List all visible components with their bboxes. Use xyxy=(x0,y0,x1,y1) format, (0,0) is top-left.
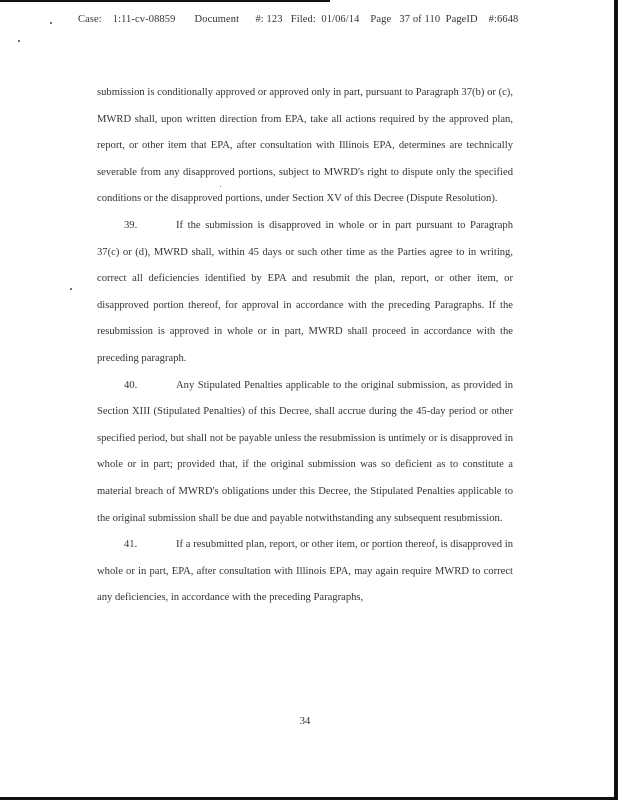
header-filed-date: 01/06/14 xyxy=(321,14,360,25)
paragraph-40 xyxy=(97,373,513,533)
paragraph-number: 41. xyxy=(124,539,138,551)
scan-top-border xyxy=(0,0,330,2)
paragraph-text: If the submission is disapproved in whole or in part pursuant to Paragraph 37(c) or (d), MWRD shall, within 45 days or such other time as the Parties agree to in writing, correct all deficiencies identified by EPA and resubmit the plan, report, or other item, or disapproved portion thereof, for approval in accordance with the preceding Paragraphs. If the resubmission is approved in whole or in part, MWRD shall proceed in accordance with the preceding paragraph. xyxy=(97,219,513,364)
paragraph-text: If a resubmitted plan, report, or other item, or portion thereof, is disapproved in whole or in part, EPA, after consultation with Illinois EPA, may again require MWRD to correct any deficiencies, in accordance with the preceding Paragraphs, xyxy=(97,539,513,604)
decree-body xyxy=(97,80,513,612)
court-filing-header xyxy=(78,14,538,25)
header-pageid-label: PageID xyxy=(445,14,478,25)
paragraph-number: 40. xyxy=(124,379,138,391)
scan-speck xyxy=(18,40,20,42)
paragraph-41 xyxy=(97,532,513,612)
paragraph-39 xyxy=(97,213,513,373)
header-case-number: 1:11-cv-08859 xyxy=(112,14,176,25)
header-document-number: #: 123 xyxy=(255,14,283,25)
header-page-label: Page xyxy=(370,14,392,25)
header-page-number: 37 of 110 xyxy=(399,14,441,25)
header-pageid-number: #:6648 xyxy=(488,14,519,25)
page-number: 34 xyxy=(299,716,311,727)
header-filed-label: Filed: xyxy=(290,14,316,25)
paragraph-text: submission is conditionally approved or approved only in part, pursuant to Paragraph 37(b) or (c), MWRD shall, upon written direction from EPA, take all actions required by the approved plan, report, or other item that EPA, after consultation with Illinois EPA, determines are technically severable from any disapproved portions, subject to MWRD's right to dispute only the specified conditions or the disapproved portions, under Section XV of this Decree (Dispute Resolution). xyxy=(97,87,513,205)
paragraph-number: 39. xyxy=(124,219,138,231)
header-case-label: Case: xyxy=(78,14,102,25)
scan-speck xyxy=(220,186,221,187)
scan-speck xyxy=(70,288,72,290)
paragraph-continuation xyxy=(97,80,513,213)
scan-right-border xyxy=(614,0,618,800)
header-document-label: Document xyxy=(194,14,240,25)
paragraph-text: Any Stipulated Penalties applicable to the original submission, as provided in Section XIII (Stipulated Penalties) of this Decree, shall accrue during the 45-day period or other specified period, but shall not be payable unless the resubmission is untimely or is disapproved in whole or in part; provided that, if the original submission was so deficient as to constitute a material breach of MWRD's obligations under this Decree, the Stipulated Penalties applicable to the original submission shall be due and payable notwithstanding any subsequent resubmission. xyxy=(97,379,513,524)
scan-speck xyxy=(50,22,52,24)
